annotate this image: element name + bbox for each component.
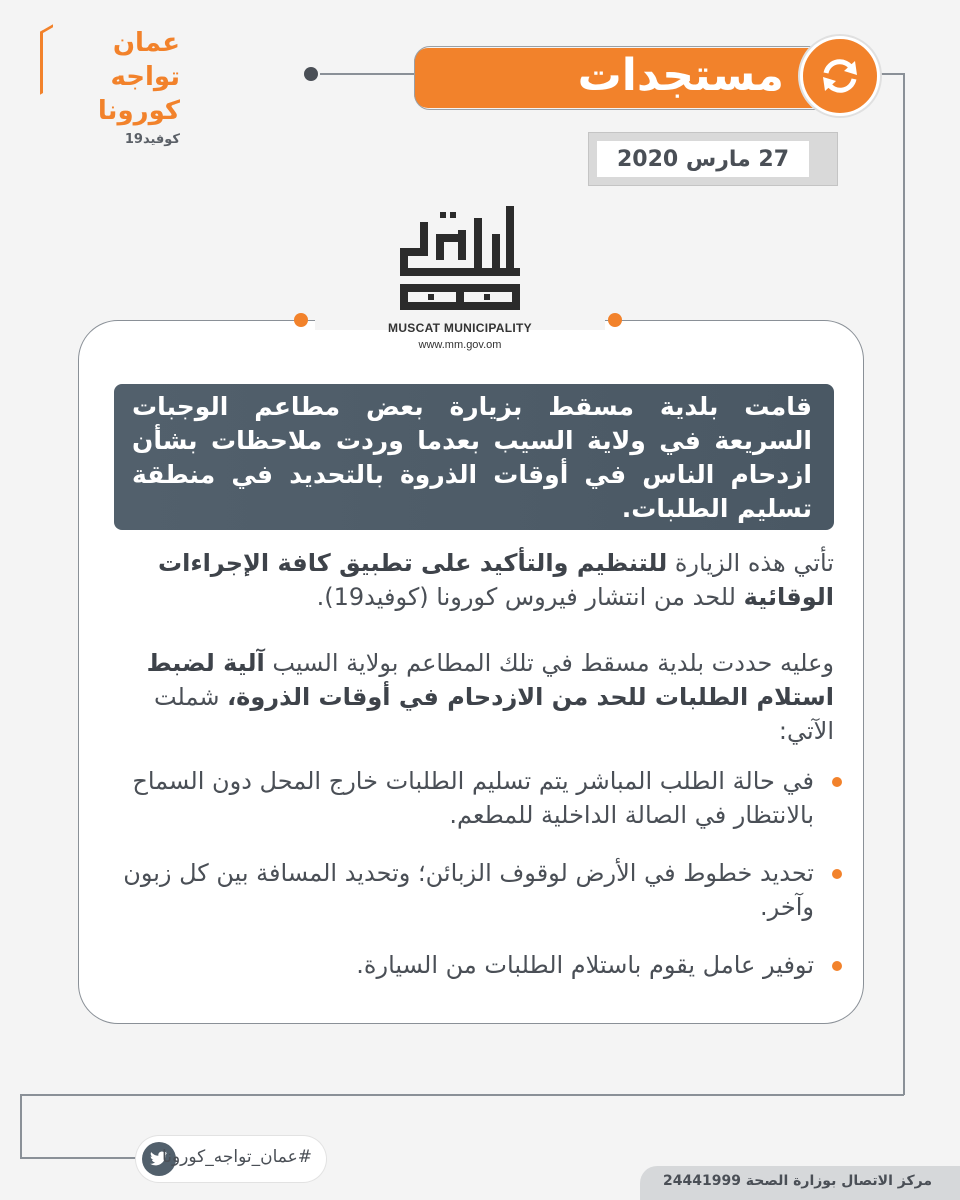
campaign-logo-line1: عمان: [112, 28, 180, 58]
page-title: مستجدات: [577, 50, 784, 101]
footer-connector-line: [20, 1157, 136, 1159]
paragraph-1-text-end: للحد من انتشار فيروس كورونا (كوفيد19).: [316, 583, 744, 611]
municipality-url: www.mm.gov.om: [418, 339, 502, 351]
bullet-dot: [832, 777, 842, 787]
date-box: [588, 132, 838, 186]
bullet-dot: [832, 961, 842, 971]
bullet-item: [114, 764, 814, 832]
municipality-name: MUSCAT MUNICIPALITY: [388, 321, 532, 335]
header-banner: [414, 48, 844, 108]
intro-text: قامت بلدية مسقط بزيارة بعض مطاعم الوجبات السريعة في ولاية السيب بعدما وردت ملاحظات بشأن ازدحام الناس في أوقات الذروة بالتحديد في منطقة تسليم الطلبات.: [132, 392, 812, 523]
municipality-mark-icon: [380, 200, 540, 315]
bottom-line: [20, 1094, 904, 1096]
paragraph-2: [114, 646, 834, 748]
hotline-bar: [640, 1166, 960, 1200]
header-connector-dot: [304, 67, 318, 81]
campaign-logo-line4: كوفيد19: [124, 132, 180, 147]
bullet-text: تحديد خطوط في الأرض لوقوف الزبائن؛ وتحديد المسافة بين كل زبون وآخر.: [123, 859, 814, 921]
intro-box: [114, 384, 834, 530]
hashtag-pill[interactable]: [136, 1136, 326, 1182]
bullet-item: [114, 856, 814, 924]
paragraph-2-bold: آلية لضبط استلام الطلبات للحد من الازدحام في أوقات الذروة،: [146, 649, 834, 711]
left-bottom-line: [20, 1094, 22, 1158]
paragraph-1-text: تأتي هذه الزيارة: [667, 549, 834, 577]
muscat-municipality-logo: [380, 200, 540, 360]
campaign-logo: [40, 28, 180, 158]
card-left-dot: [294, 313, 308, 327]
hotline-text: مركز الاتصال بوزارة الصحة 24441999: [663, 1173, 932, 1189]
paragraph-1-bold: للتنظيم والتأكيد على تطبيق كافة الإجراءات الوقائية: [157, 549, 834, 611]
card-right-dot: [608, 313, 622, 327]
paragraph-1: [114, 546, 834, 614]
hashtag-text: #عمان_تواجه_كورونا: [162, 1147, 312, 1167]
bullet-text: توفير عامل يقوم باستلام الطلبات من السيارة.: [356, 951, 814, 979]
campaign-logo-line3: كورونا: [97, 96, 180, 126]
paragraph-2-text: وعليه حددت بلدية مسقط في تلك المطاعم بولاية السيب: [264, 649, 834, 677]
logo-bracket: [40, 24, 53, 95]
paragraph-2-text-end: شملت الآتي:: [153, 683, 834, 745]
bullet-item: [114, 948, 814, 982]
right-top-line: [880, 73, 904, 75]
bullet-dot: [832, 869, 842, 879]
campaign-logo-line2: تواجه: [110, 62, 180, 92]
refresh-icon: [800, 36, 880, 116]
header-connector-line: [320, 73, 414, 75]
right-vertical-line: [903, 73, 905, 1095]
date-text: 27 مارس 2020: [616, 146, 790, 172]
bullet-text: في حالة الطلب المباشر يتم تسليم الطلبات خارج المحل دون السماح بالانتظار في الصالة الداخلية للمطعم.: [132, 767, 814, 829]
